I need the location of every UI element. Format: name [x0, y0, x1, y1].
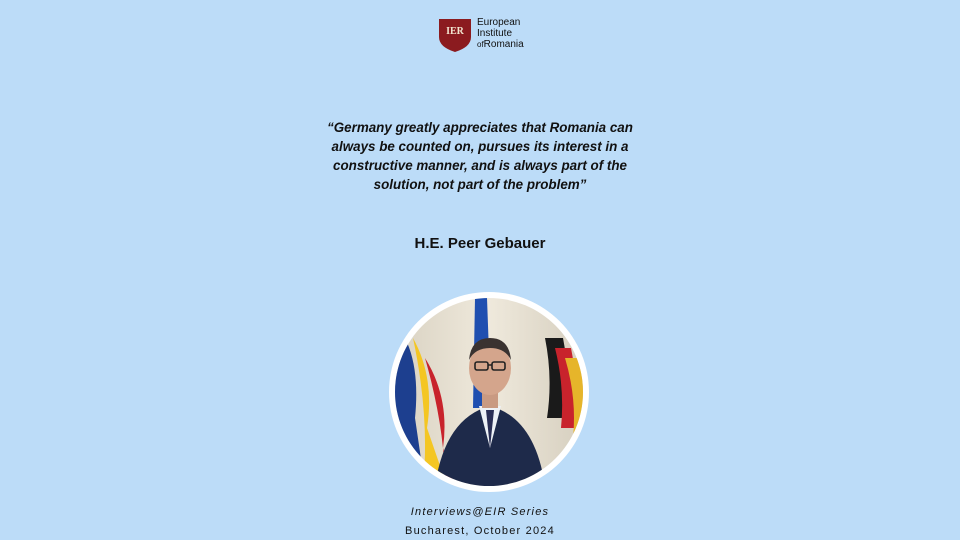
svg-text:IER: IER [446, 26, 464, 37]
logo-wordmark [477, 17, 524, 50]
speaker-portrait [389, 292, 589, 492]
eir-logo [437, 17, 524, 53]
place-date: Bucharest, October 2024 [405, 525, 555, 537]
logo-line-3 [477, 39, 524, 50]
quote-text: “Germany greatly appreciates that Romania can always be counted on, pursues its interest in a constructive manner, and is always part of the solution, not part of the problem” [327, 120, 633, 192]
logo-line-3-main: Romania [483, 39, 524, 50]
logo-line-1: European [477, 17, 521, 28]
logo-line-3-prefix: of [477, 40, 484, 49]
portrait-image [395, 298, 583, 486]
eir-shield-logo [437, 17, 473, 53]
speaker-name: H.E. Peer Gebauer [414, 235, 546, 252]
series-label: Interviews@EIR Series [410, 506, 550, 518]
logo-line-2: Institute [477, 28, 513, 39]
